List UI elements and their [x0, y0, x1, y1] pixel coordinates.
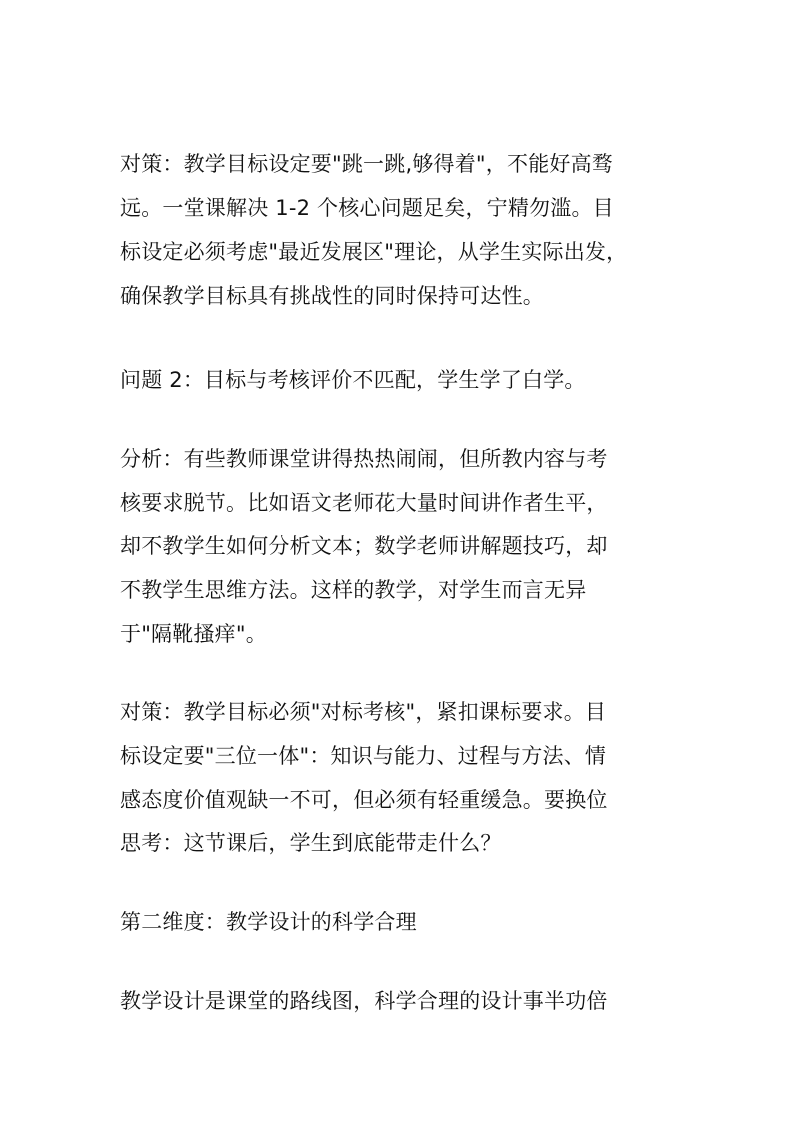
text-line: 思考：这节课后，学生到底能带走什么？ [120, 831, 502, 855]
text-line: 对策：教学目标设定要"跳一跳,够得着"，不能好高骛 [120, 152, 613, 176]
text-line: 问题 2：目标与考核评价不匹配，学生学了白学。 [120, 368, 586, 392]
text-line: 对策：教学目标必须"对标考核"，紧扣课标要求。目 [120, 700, 607, 724]
text-line: 核要求脱节。比如语文老师花大量时间讲作者生平， [120, 491, 608, 515]
text-line: 确保教学目标具有挑战性的同时保持可达性。 [120, 284, 544, 308]
text-line: 感态度价值观缺一不可，但必须有轻重缓急。要换位 [120, 788, 608, 812]
text-line: 却不教学生如何分析文本；数学老师讲解题技巧，却 [120, 534, 608, 558]
text-line: 标设定要"三位一体"：知识与能力、过程与方法、情 [120, 744, 607, 768]
text-line: 于"隔靴搔痒"。 [120, 622, 267, 646]
text-line: 标设定必须考虑"最近发展区"理论，从学生实际出发， [120, 240, 628, 264]
text-line: 分析：有些教师课堂讲得热热闹闹，但所教内容与考 [120, 447, 608, 471]
text-line: 教学设计是课堂的路线图，科学合理的设计事半功倍 [120, 989, 608, 1013]
text-line: 远。一堂课解决 1-2 个核心问题足矣，宁精勿滥。目 [120, 196, 614, 220]
text-line: 不教学生思维方法。这样的教学，对学生而言无异 [120, 578, 587, 602]
text-line: 第二维度：教学设计的科学合理 [120, 910, 417, 934]
